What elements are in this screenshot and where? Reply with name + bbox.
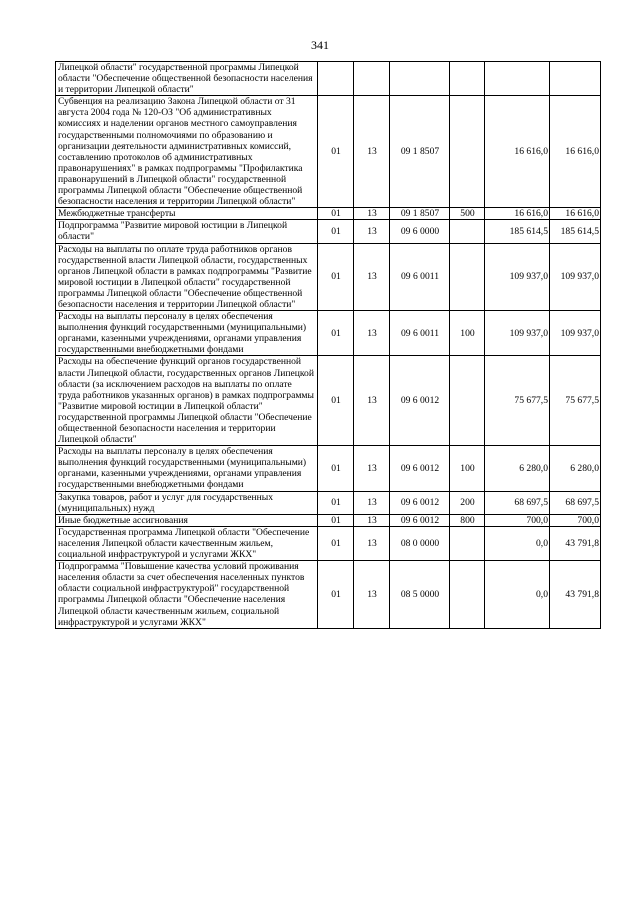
table-row bbox=[56, 356, 601, 446]
row-name-cell: Расходы на выплаты персоналу в целях обеспечения выполнения функций государственными (муниципальными) органами, казенными учреждениями, органами управления государственными внебюджетными фондами bbox=[56, 311, 318, 356]
table-row bbox=[56, 446, 601, 491]
row-amount-1-cell: 16 616,0 bbox=[485, 96, 550, 208]
row-amount-2-cell: 16 616,0 bbox=[550, 96, 601, 208]
row-expense-type-cell: 100 bbox=[450, 446, 485, 491]
table-row bbox=[56, 514, 601, 526]
row-section-cell: 01 bbox=[318, 491, 354, 514]
row-section-cell: 01 bbox=[318, 208, 354, 220]
row-amount-2-cell bbox=[550, 62, 601, 96]
row-amount-2-cell: 109 937,0 bbox=[550, 243, 601, 311]
row-expense-type-cell bbox=[450, 220, 485, 243]
row-expense-type-cell bbox=[450, 561, 485, 629]
row-section-cell: 01 bbox=[318, 220, 354, 243]
row-amount-2-cell: 185 614,5 bbox=[550, 220, 601, 243]
row-expense-type-cell: 500 bbox=[450, 208, 485, 220]
row-section-cell: 01 bbox=[318, 311, 354, 356]
row-target-article-cell: 09 6 0011 bbox=[390, 311, 450, 356]
row-expense-type-cell: 100 bbox=[450, 311, 485, 356]
row-expense-type-cell bbox=[450, 62, 485, 96]
row-amount-1-cell: 185 614,5 bbox=[485, 220, 550, 243]
row-section-cell: 01 bbox=[318, 243, 354, 311]
row-expense-type-cell: 200 bbox=[450, 491, 485, 514]
table-row bbox=[56, 526, 601, 560]
row-amount-1-cell: 75 677,5 bbox=[485, 356, 550, 446]
row-amount-2-cell: 75 677,5 bbox=[550, 356, 601, 446]
row-name-cell: Закупка товаров, работ и услуг для государственных (муниципальных) нужд bbox=[56, 491, 318, 514]
row-section-cell: 01 bbox=[318, 514, 354, 526]
row-amount-1-cell: 68 697,5 bbox=[485, 491, 550, 514]
row-target-article-cell: 09 6 0012 bbox=[390, 356, 450, 446]
row-expense-type-cell bbox=[450, 356, 485, 446]
row-amount-1-cell: 0,0 bbox=[485, 561, 550, 629]
row-expense-type-cell bbox=[450, 96, 485, 208]
row-section-cell: 01 bbox=[318, 561, 354, 629]
row-name-cell: Государственная программа Липецкой области "Обеспечение населения Липецкой области качественным жильем, социальной инфраструктурой и услугами ЖКХ" bbox=[56, 526, 318, 560]
row-amount-1-cell: 109 937,0 bbox=[485, 311, 550, 356]
row-target-article-cell: 09 6 0011 bbox=[390, 243, 450, 311]
row-section-cell: 01 bbox=[318, 526, 354, 560]
row-target-article-cell: 09 6 0000 bbox=[390, 220, 450, 243]
row-section-cell: 01 bbox=[318, 96, 354, 208]
row-subsection-cell: 13 bbox=[354, 243, 390, 311]
table-row bbox=[56, 491, 601, 514]
table-row bbox=[56, 208, 601, 220]
row-target-article-cell: 09 6 0012 bbox=[390, 514, 450, 526]
row-amount-1-cell: 6 280,0 bbox=[485, 446, 550, 491]
row-section-cell bbox=[318, 62, 354, 96]
row-target-article-cell: 08 5 0000 bbox=[390, 561, 450, 629]
row-subsection-cell: 13 bbox=[354, 491, 390, 514]
row-subsection-cell: 13 bbox=[354, 446, 390, 491]
row-subsection-cell: 13 bbox=[354, 561, 390, 629]
row-amount-1-cell: 109 937,0 bbox=[485, 243, 550, 311]
row-name-cell: Расходы на обеспечение функций органов государственной власти Липецкой области, государственных органов Липецкой области (за исключением расходов на выплаты по оплате труда работников указанных органов) в рамках подпрограммы "Развитие мировой юстиции в Липецкой области" государственной программы Липецкой области "Обеспечение общественной безопасности населения и территории Липецкой области" bbox=[56, 356, 318, 446]
table-row bbox=[56, 243, 601, 311]
row-section-cell: 01 bbox=[318, 356, 354, 446]
row-subsection-cell: 13 bbox=[354, 356, 390, 446]
row-target-article-cell: 09 1 8507 bbox=[390, 96, 450, 208]
table-row bbox=[56, 62, 601, 96]
table-row bbox=[56, 561, 601, 629]
row-expense-type-cell bbox=[450, 243, 485, 311]
row-subsection-cell: 13 bbox=[354, 208, 390, 220]
row-amount-2-cell: 6 280,0 bbox=[550, 446, 601, 491]
row-subsection-cell bbox=[354, 62, 390, 96]
row-target-article-cell: 08 0 0000 bbox=[390, 526, 450, 560]
row-target-article-cell: 09 6 0012 bbox=[390, 446, 450, 491]
row-subsection-cell: 13 bbox=[354, 526, 390, 560]
row-amount-1-cell: 16 616,0 bbox=[485, 208, 550, 220]
row-name-cell: Подпрограмма "Развитие мировой юстиции в Липецкой области" bbox=[56, 220, 318, 243]
row-name-cell: Подпрограмма "Повышение качества условий проживания населения области за счет обеспечения населенных пунктов области социальной инфраструктурой" государственной программы Липецкой области "Обеспечение населения Липецкой области качественным жильем, социальной инфраструктурой и услугами ЖКХ" bbox=[56, 561, 318, 629]
row-target-article-cell: 09 6 0012 bbox=[390, 491, 450, 514]
budget-table-body bbox=[56, 62, 601, 629]
row-amount-2-cell: 43 791,8 bbox=[550, 526, 601, 560]
row-amount-2-cell: 43 791,8 bbox=[550, 561, 601, 629]
row-expense-type-cell: 800 bbox=[450, 514, 485, 526]
row-amount-1-cell bbox=[485, 62, 550, 96]
row-subsection-cell: 13 bbox=[354, 311, 390, 356]
row-subsection-cell: 13 bbox=[354, 514, 390, 526]
row-amount-2-cell: 109 937,0 bbox=[550, 311, 601, 356]
row-target-article-cell bbox=[390, 62, 450, 96]
row-amount-2-cell: 700,0 bbox=[550, 514, 601, 526]
row-amount-1-cell: 700,0 bbox=[485, 514, 550, 526]
table-row bbox=[56, 311, 601, 356]
row-name-cell: Иные бюджетные ассигнования bbox=[56, 514, 318, 526]
row-subsection-cell: 13 bbox=[354, 96, 390, 208]
budget-table bbox=[55, 61, 601, 629]
row-amount-2-cell: 16 616,0 bbox=[550, 208, 601, 220]
row-expense-type-cell bbox=[450, 526, 485, 560]
row-amount-2-cell: 68 697,5 bbox=[550, 491, 601, 514]
row-name-cell: Липецкой области" государственной программы Липецкой области "Обеспечение общественной безопасности населения и территории Липецкой области" bbox=[56, 62, 318, 96]
row-name-cell: Субвенция на реализацию Закона Липецкой области от 31 августа 2004 года № 120-ОЗ "Об административных комиссиях и наделении органов местного самоуправления государственными полномочиями по образованию и организации деятельности административных комиссий, составлению протоколов об административных правонарушениях" в рамках подпрограммы "Профилактика правонарушений в Липецкой области" государственной программы Липецкой области "Обеспечение общественной безопасности населения и территории Липецкой области" bbox=[56, 96, 318, 208]
row-name-cell: Межбюджетные трансферты bbox=[56, 208, 318, 220]
row-target-article-cell: 09 1 8507 bbox=[390, 208, 450, 220]
table-row bbox=[56, 220, 601, 243]
row-name-cell: Расходы на выплаты по оплате труда работников органов государственной власти Липецкой области, государственных органов Липецкой области в рамках подпрограммы "Развитие мировой юстиции в Липецкой области" государственной программы Липецкой области "Обеспечение общественной безопасности населения и территории Липецкой области" bbox=[56, 243, 318, 311]
row-subsection-cell: 13 bbox=[354, 220, 390, 243]
row-name-cell: Расходы на выплаты персоналу в целях обеспечения выполнения функций государственными (муниципальными) органами, казенными учреждениями, органами управления государственными внебюджетными фондами bbox=[56, 446, 318, 491]
row-section-cell: 01 bbox=[318, 446, 354, 491]
table-row bbox=[56, 96, 601, 208]
page-number: 341 bbox=[311, 38, 329, 52]
row-amount-1-cell: 0,0 bbox=[485, 526, 550, 560]
